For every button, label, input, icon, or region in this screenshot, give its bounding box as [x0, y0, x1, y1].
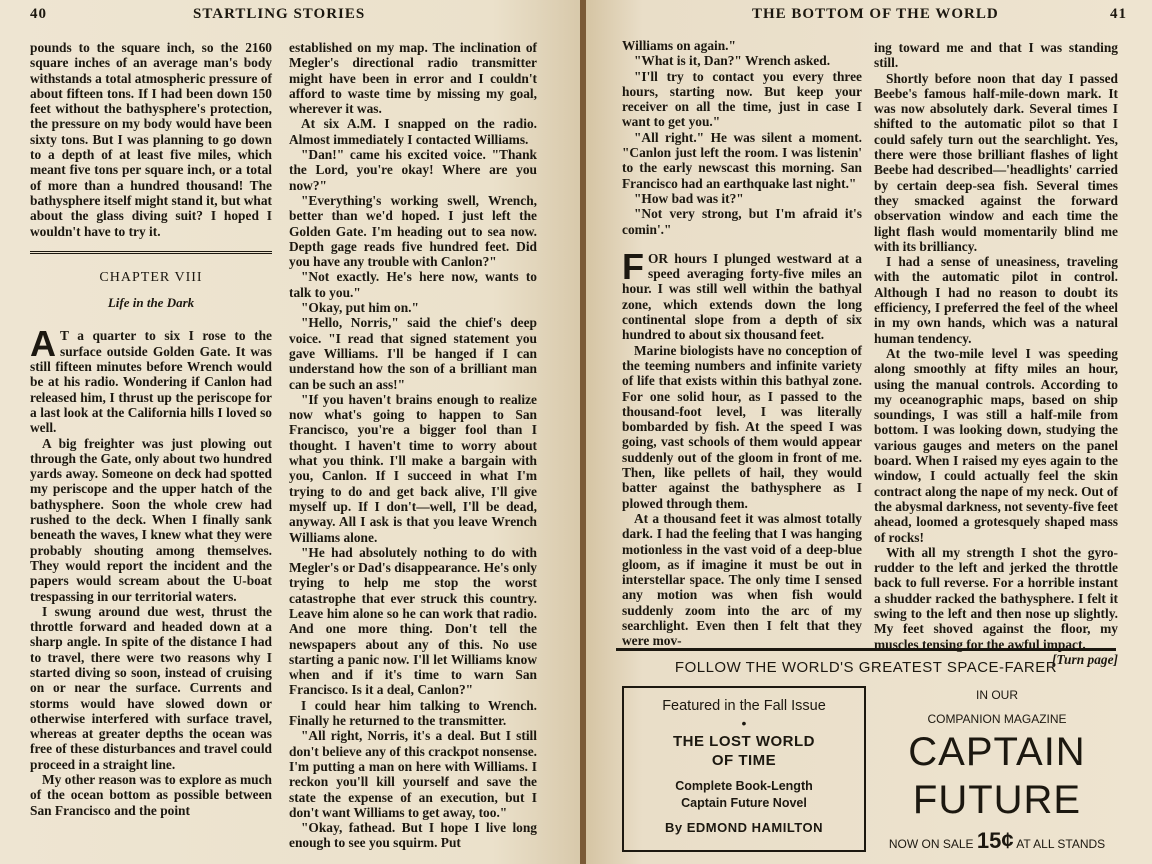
paragraph: "If you haven't brains enough to realize now what's going to happen to San Francisco, you're a bigger fool than I thought. I haven't time to worry about what you think. I'll make a bargain with you, Canlon. If I succeed in what I'm trying to do and get back alive, I'll give myself up. If I don't—well, I'll be dead, anyway. All I ask is that you leave Wrench Williams alone.: [289, 391, 537, 545]
paragraph: I had a sense of uneasiness, traveling with the automatic pilot in control. Although I had no reason to doubt its efficiency, I preferred the feel of the wheel in my own hands, which was a natural human tendency.: [874, 254, 1118, 346]
ad-description-2: Captain Future Novel: [681, 796, 807, 810]
paragraph: established on my map. The inclination of Megler's directional radio transmitter might have been in error and I couldn't afford to waste time by missing my goal, wherever it was.: [289, 40, 537, 117]
ad-at-all-stands: AT ALL STANDS: [1016, 837, 1106, 851]
paragraph: Williams on again.": [622, 38, 736, 53]
paragraph: "All right, Norris, it's a deal. But I still don't believe any of this crackpot nonsense. I'm putting a man on here with Williams. I reckon you'll kill yourself and save the state the expense of an execution, but I don't want Williams to get away, too.": [289, 728, 537, 820]
ad-price: 15¢: [976, 828, 1014, 853]
page-number-right: 41: [1110, 6, 1127, 22]
ad-in-our: IN OUR: [976, 688, 1018, 702]
paragraph: ing toward me and that I was standing still.: [874, 40, 1118, 71]
paragraph: I could hear him talking to Wrench. Finally he returned to the transmitter.: [289, 697, 537, 729]
page-number-left: 40: [30, 6, 47, 22]
ad-bullet: •: [741, 715, 747, 731]
turn-page-note: [Turn page]: [1051, 651, 1118, 667]
left-column-2: [289, 40, 537, 851]
ad-book-title-1: THE LOST WORLD: [673, 733, 815, 750]
paragraph: "Okay, put him on.": [301, 300, 419, 316]
running-head-left: STARTLING STORIES: [193, 6, 366, 22]
paragraph: "How bad was it?": [634, 190, 744, 206]
paragraph: Shortly before noon that day I passed Beebe's famous half-mile-down mark. It was now absolutely dark. Several times I shifted to the automatic pilot so that I could safely turn out the searchlight. Yes, there were those brilliant flashes of light Beebe had described—'headlights' carried by certain deep-sea fish. Several times they smacked against the forward observation window and each time the light flash would momentarily blind me with its brilliancy.: [874, 70, 1118, 254]
ad-featured-line: Featured in the Fall Issue: [662, 698, 826, 714]
ad-companion: COMPANION MAGAZINE: [927, 712, 1067, 726]
paragraph: [622, 245, 862, 343]
paragraph: At the two-mile level I was speeding along smoothly at fifty miles an hour, using the manual controls. According to my oceanographic maps, based on ship soundings, I was still a half-mile from bottom. I was looking down, studying the various gauges and meters on the panel board. When I raised my eyes again to the window, I could actually feel the skin contract along the nape of my neck. Out of the abysmal darkness, not seventy-five feet ahead, loomed a grotesquely shaped mass of rocks!: [874, 345, 1118, 545]
paragraph: "Hello, Norris," said the chief's deep voice. "I read that signed statement you gave Williams. I'll be hanged if I can understand how the son of a brilliant man can be such an ass!": [289, 315, 537, 392]
paragraph: "Dan!" came his excited voice. "Thank the Lord, you're okay! Where are you now?": [289, 147, 537, 193]
chapter-heading: CHAPTER VIII: [99, 269, 203, 285]
paragraph-text: T a quarter to six I rose to the surface outside Golden Gate. It was still fifteen minutes before Wrench would be at his radio. Wondering if Canlon had released him, I thrust up the periscope for a last look at the California hills I loved so well.: [30, 328, 272, 436]
paragraph: "All right." He was silent a moment. "Canlon just left the room. I was listenin' to the early newscast this morning. San Francisco had an earthquake last night.": [622, 129, 862, 191]
paragraph: Marine biologists have no conception of the teeming numbers and infinite variety of life that exists within this bathyal zone. For one solid hour, as I passed to the thousand-foot level, I was literally bombarded by fish. At the speed I was going, vast schools of them would appear suddenly out of the gloom in front of me. Then, like pellets of hail, they would batter against the bathysphere as I plowed through them.: [622, 342, 862, 511]
paragraph: At six A.M. I snapped on the radio. Almost immediately I contacted Williams.: [289, 116, 537, 147]
ad-author: By EDMOND HAMILTON: [664, 820, 824, 835]
left-column-1: [30, 40, 272, 818]
paragraph: "What is it, Dan?" Wrench asked.: [634, 53, 831, 69]
paragraph: "He had absolutely nothing to do with Megler's or Dad's disappearance. He's only trying to help me stop the worst catastrophe that ever struck this country. Leave him alone so he can work that radio. And one more thing. Don't tell the newspapers about any of this. No use starting a panic now. I'll let Williams know when and if it's time to warn San Francisco. Is it a deal, Canlon?": [289, 544, 537, 698]
divider: [30, 251, 272, 254]
ad-sale-line: [878, 828, 1116, 854]
paragraph: pounds to the square inch, so the 2160 square inches of an average man's body withstands a total atmospheric pressure of about fifteen tons. If I had been down 150 feet without the bathysphere's protection, the pressure on my body would have been sixty tons. But I was planning to go down to a depth of at least five miles, which meant five tons per square inch, or a total of more than a hundred thousand! The bathysphere itself might stand it, but what about the glass diving suit? I hoped I wouldn't have to try it.: [30, 40, 272, 239]
paragraph: A big freighter was just plowing out through the Gate, only about two hundred yards away. Someone on deck had spotted my periscope and the upper hatch of the bathysphere. Soon the whole crew had rushed to the deck. When I finally sank beneath the waves, I knew what they were probably shouting among themselves. They would report the incident and the papers would scream about the U-boat trespassing in our territorial waters.: [30, 435, 272, 604]
paragraph: [30, 323, 272, 436]
running-head-right: THE BOTTOM OF THE WORLD: [752, 6, 999, 22]
right-column-1: [622, 38, 862, 649]
ad-book-title-2: OF TIME: [711, 752, 777, 769]
ad-magazine-title-1: CAPTAIN: [908, 730, 1086, 774]
paragraph: "Not exactly. He's here now, wants to talk to you.": [289, 269, 537, 300]
paragraph: With all my strength I shot the gyro-rudder to the left and jerked the throttle back to full reverse. For a horrible instant a shudder racked the bathysphere. I felt it swing to the left and then nose up slightly. My feet shoved against the floor, my muscles tensing for the awful impact.: [874, 544, 1118, 652]
ad-magazine-title-2: FUTURE: [912, 778, 1082, 822]
ad-description-1: Complete Book-Length: [675, 779, 813, 793]
paragraph: At a thousand feet it was almost totally dark. I had the feeling that I was hanging motionless in the vast void of a deep-blue gloom, as if imagine it must be out in interstellar space. The only time I sensed any motion was when fish would suddenly zoom into the arc of my searchlight. Even then I felt that they were mov-: [622, 510, 862, 649]
right-column-2: [874, 40, 1118, 667]
paragraph: I swung around due west, thrust the throttle forward and headed down at a sharp angle. In spite of the distance I had to travel, there were two reasons why I started diving so soon, instead of cruising on or near the surface. Currents and storms would have slowed down or otherwise interfered with surface travel, whereas at greater depths the ocean was free of these disturbances and travel could proceed in a straight line.: [30, 603, 272, 772]
drop-cap: A: [30, 323, 56, 365]
paragraph: "Not very strong, but I'm afraid it's comin'.": [622, 206, 862, 237]
paragraph-text: OR hours I plunged westward at a speed averaging forty-five miles an hour. I was still well within the bathyal zone, which extends down the long continental slope from a depth of six hundred to about six thousand feet.: [622, 250, 862, 343]
chapter-subtitle: Life in the Dark: [107, 295, 195, 311]
advertisement: [616, 648, 1116, 860]
paragraph: "Okay, fathead. But I hope I live long enough to see you squirm. Put: [289, 820, 537, 851]
paragraph: "I'll try to contact you every three hours, starting now. But keep your receiver on all the time, just in case I want to get you.": [622, 68, 862, 130]
drop-cap: F: [622, 245, 644, 287]
ad-now-on-sale: NOW ON SALE: [888, 837, 974, 851]
paragraph: My other reason was to explore as much of the ocean bottom as possible between San Francisco and the point: [30, 772, 272, 818]
paragraph: "Everything's working swell, Wrench, better than we'd hoped. I just left the Golden Gate. I'm heading out to sea now. Depth gage reads five hundred feet. Did you have any trouble with Canlon?": [289, 192, 537, 270]
ad-magazine-block: [878, 686, 1116, 854]
ad-headline: FOLLOW THE WORLD'S GREATEST SPACE-FARER: [616, 648, 1116, 676]
right-page: [586, 0, 1152, 864]
ad-feature-box: [622, 686, 866, 852]
